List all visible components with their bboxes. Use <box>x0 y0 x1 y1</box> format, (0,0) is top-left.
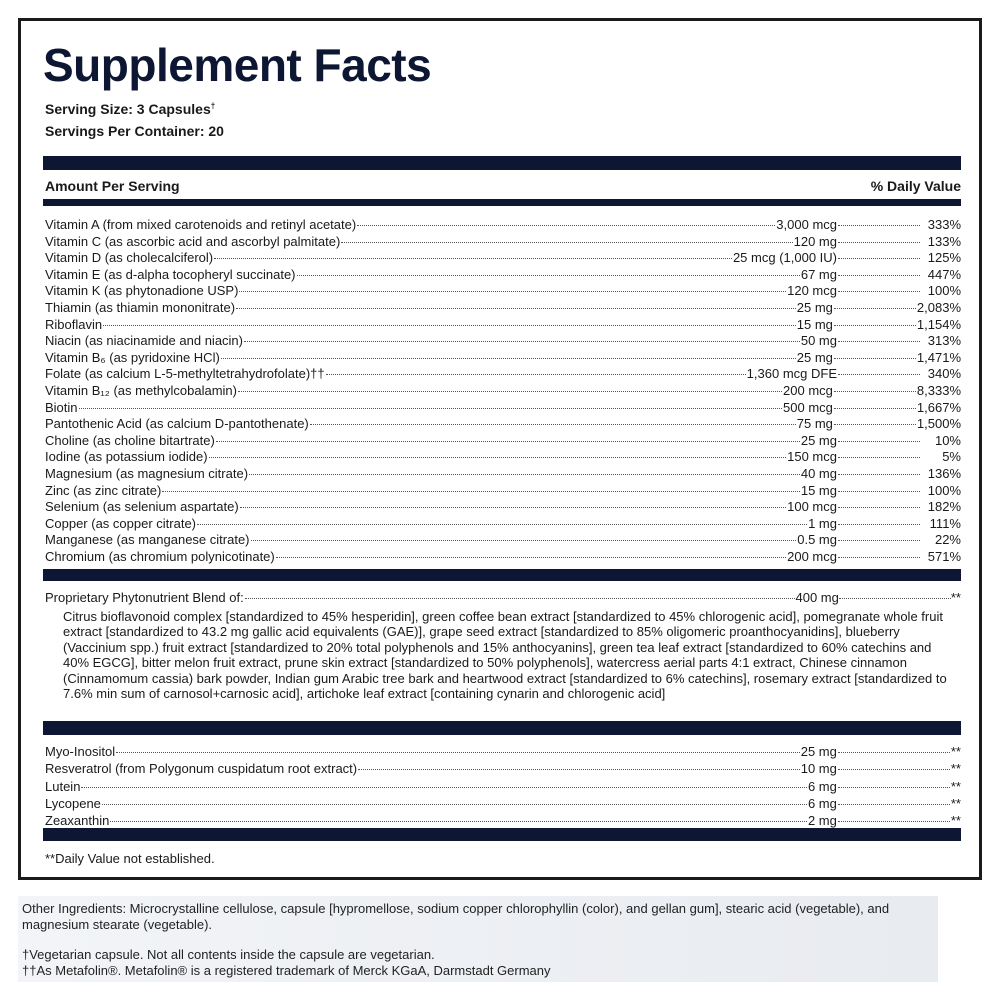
nutrient-name: Choline (as choline bitartrate) <box>45 432 215 448</box>
ingredient-daily-value: ** <box>950 744 961 759</box>
nutrient-row <box>45 350 961 367</box>
nutrient-amount: 25 mg <box>796 299 833 315</box>
nutrient-row <box>45 317 961 334</box>
nutrient-name: Vitamin C (as ascorbic acid and ascorbyl palmitate) <box>45 233 341 249</box>
nutrient-row <box>45 483 961 500</box>
nutrient-amount: 25 mg <box>800 432 837 448</box>
serving-size <box>45 100 215 118</box>
vegetarian-note: †Vegetarian capsule. Not all contents inside the capsule are vegetarian. <box>22 947 435 962</box>
nutrient-amount: 3,000 mcg <box>776 217 837 232</box>
nutrient-daily-value: 1,154% <box>916 316 961 332</box>
nutrient-daily-value: 333% <box>927 217 961 232</box>
leader-dots <box>326 374 746 375</box>
nutrient-daily-value: 10% <box>934 432 961 448</box>
leader-dots <box>214 258 732 259</box>
thick-divider <box>43 828 961 841</box>
nutrient-row <box>45 250 961 267</box>
supplement-facts-panel <box>18 18 982 880</box>
ingredient-name: Myo-Inositol <box>45 744 116 759</box>
thick-divider <box>43 569 961 581</box>
nutrient-daily-value: 182% <box>927 499 961 515</box>
leader-dots <box>834 325 916 326</box>
ingredient-name: Resveratrol (from Polygonum cuspidatum root extract) <box>45 761 358 777</box>
nutrient-daily-value: 447% <box>927 266 961 282</box>
leader-dots <box>834 391 916 392</box>
ingredient-daily-value: ** <box>950 813 961 829</box>
leader-dots <box>110 821 807 822</box>
nutrient-row <box>45 283 961 300</box>
nutrient-name: Vitamin A (from mixed carotenoids and retinyl acetate) <box>45 217 357 232</box>
ingredient-row <box>45 812 961 829</box>
leader-dots <box>838 787 950 788</box>
nutrient-row <box>45 466 961 483</box>
nutrient-name: Biotin <box>45 399 78 415</box>
nutrient-row <box>45 449 961 466</box>
leader-dots <box>838 242 920 243</box>
leader-dots <box>103 325 796 326</box>
nutrient-row <box>45 267 961 284</box>
servings-per-container: Servings Per Container: 20 <box>45 123 224 139</box>
nutrient-row <box>45 400 961 417</box>
leader-dots <box>838 275 920 276</box>
other-ingredients-box <box>18 896 938 982</box>
leader-dots <box>251 540 797 541</box>
leader-dots <box>297 275 800 276</box>
nutrient-daily-value: 1,500% <box>916 416 961 432</box>
nutrient-amount: 50 mg <box>800 333 837 349</box>
leader-dots <box>838 752 950 753</box>
leader-dots <box>838 341 920 342</box>
nutrient-amount: 67 mg <box>800 266 837 282</box>
ingredient-name: Zeaxanthin <box>45 813 110 829</box>
leader-dots <box>838 804 950 805</box>
ingredient-amount: 6 mg <box>807 795 837 811</box>
nutrient-amount: 120 mcg <box>787 283 837 299</box>
leader-dots <box>838 507 920 508</box>
metafolin-note: ††As Metafolin®. Metafolin® is a registered trademark of Merck KGaA, Darmstadt Germany <box>22 963 551 978</box>
nutrient-name: Pantothenic Acid (as calcium D-pantothenate) <box>45 416 309 432</box>
nutrient-name: Vitamin K (as phytonadione USP) <box>45 283 239 299</box>
nutrient-name: Copper (as copper citrate) <box>45 515 197 531</box>
nutrient-amount: 200 mcg <box>783 382 833 398</box>
leader-dots <box>357 225 775 226</box>
nutrient-row <box>45 234 961 251</box>
nutrient-row <box>45 217 961 234</box>
ingredient-name: Lutein <box>45 778 81 794</box>
leader-dots <box>838 524 920 525</box>
leader-dots <box>834 424 916 425</box>
ingredient-row <box>45 743 961 760</box>
leader-dots <box>838 540 920 541</box>
ingredient-amount: 10 mg <box>800 761 837 777</box>
leader-dots <box>838 291 920 292</box>
nutrient-row <box>45 499 961 516</box>
leader-dots <box>341 242 792 243</box>
leader-dots <box>245 598 795 599</box>
nutrient-row <box>45 300 961 317</box>
nutrient-daily-value: 1,471% <box>916 349 961 365</box>
daily-value-footnote: **Daily Value not established. <box>45 851 215 866</box>
leader-dots <box>221 358 796 359</box>
ingredient-row <box>45 760 961 777</box>
leader-dots <box>834 408 916 409</box>
nutrient-amount: 25 mg <box>796 349 833 365</box>
leader-dots <box>838 474 920 475</box>
nutrient-daily-value: 8,333% <box>916 382 961 398</box>
leader-dots <box>249 474 800 475</box>
blend-amount: 400 mg <box>795 590 839 605</box>
nutrient-amount: 75 mg <box>796 416 833 432</box>
leader-dots <box>81 787 807 788</box>
nutrient-amount: 100 mcg <box>787 499 837 515</box>
nutrient-daily-value: 111% <box>929 515 961 531</box>
nutrient-daily-value: 133% <box>927 233 961 249</box>
leader-dots <box>838 821 950 822</box>
nutrient-name: Chromium (as chromium polynicotinate) <box>45 548 275 564</box>
other-ingredient-list <box>45 743 961 829</box>
amount-header: Amount Per Serving <box>45 178 180 194</box>
nutrient-amount: 120 mg <box>793 233 837 249</box>
nutrient-row <box>45 549 961 566</box>
nutrient-amount: 150 mcg <box>787 449 837 465</box>
nutrient-name: Niacin (as niacinamide and niacin) <box>45 333 243 349</box>
leader-dots <box>162 491 800 492</box>
nutrient-name: Vitamin D (as cholecalciferol) <box>45 250 214 266</box>
nutrient-amount: 25 mcg (1,000 IU) <box>732 250 837 266</box>
leader-dots <box>834 308 916 309</box>
leader-dots <box>276 557 786 558</box>
nutrient-amount: 1 mg <box>808 515 837 531</box>
nutrient-row <box>45 383 961 400</box>
nutrient-daily-value: 22% <box>934 532 961 548</box>
panel-title: Supplement Facts <box>43 39 432 91</box>
nutrient-amount: 500 mcg <box>783 399 833 415</box>
nutrient-row <box>45 433 961 450</box>
nutrient-daily-value: 125% <box>927 250 961 266</box>
blend-dv: ** <box>950 590 961 605</box>
nutrient-name: Vitamin B₆ (as pyridoxine HCl) <box>45 349 220 365</box>
serving-size-mark: † <box>210 101 216 111</box>
blend-name: Proprietary Phytonutrient Blend of: <box>45 590 244 605</box>
leader-dots <box>838 769 950 770</box>
nutrient-amount: 15 mg <box>796 316 833 332</box>
proprietary-blend-row <box>45 590 961 605</box>
nutrient-name: Manganese (as manganese citrate) <box>45 532 250 548</box>
ingredient-daily-value: ** <box>950 778 961 794</box>
leader-dots <box>838 557 920 558</box>
nutrient-name: Zinc (as zinc citrate) <box>45 482 162 498</box>
leader-dots <box>838 225 920 226</box>
nutrient-daily-value: 2,083% <box>916 299 961 315</box>
leader-dots <box>116 752 800 753</box>
nutrient-daily-value: 100% <box>927 482 961 498</box>
leader-dots <box>839 598 951 599</box>
daily-value-header: % Daily Value <box>870 178 961 194</box>
leader-dots <box>838 491 920 492</box>
nutrient-name: Selenium (as selenium aspartate) <box>45 499 239 515</box>
nutrient-daily-value: 340% <box>927 366 961 382</box>
nutrient-name: Folate (as calcium L-5-methyltetrahydrofolate)†† <box>45 366 325 382</box>
nutrient-daily-value: 571% <box>927 548 961 564</box>
ingredient-amount: 25 mg <box>800 744 837 759</box>
blend-description: Citrus bioflavonoid complex [standardized to 45% hesperidin], green coffee bean extract [standardized to 45% chlorogenic acid], pomegranate whole fruit extract [standardized to 43.2 mg gallic acid equivalents (GAE)], grape seed extract [standardized to 85% oligomeric proanthocyanidins], blueberry (Vaccinium spp.) fruit extract [standardized to 20% total polyphenols and 15% anthocyanins], green tea leaf extract [standardized to 60% catechins and 40% EGCG], bitter melon fruit extract, prune skin extract [standardized to 50% polyphenols], watercress aerial parts 4:1 extract, Chinese cinnamon (Cinnamomum cassia) bark powder, Indian gum Arabic tree bark and heartwood extract [standardized to 6% catechins], rosemary extract [standardized to 7.6% min sum of carnosol+carnosic acid], artichoke leaf extract [containing cynarin and chlorogenic acid] <box>63 609 947 702</box>
nutrient-daily-value: 136% <box>927 465 961 481</box>
leader-dots <box>197 524 807 525</box>
leader-dots <box>834 358 916 359</box>
nutrient-name: Thiamin (as thiamin mononitrate) <box>45 299 236 315</box>
leader-dots <box>102 804 807 805</box>
nutrient-name: Magnesium (as magnesium citrate) <box>45 465 249 481</box>
ingredient-amount: 2 mg <box>807 813 837 829</box>
leader-dots <box>838 374 920 375</box>
nutrient-row <box>45 416 961 433</box>
leader-dots <box>240 507 786 508</box>
nutrient-list <box>45 217 961 565</box>
leader-dots <box>838 441 920 442</box>
nutrient-amount: 40 mg <box>800 465 837 481</box>
column-header <box>45 178 961 194</box>
nutrient-name: Vitamin E (as d-alpha tocopheryl succinate) <box>45 266 296 282</box>
thick-divider <box>43 156 961 170</box>
nutrient-row <box>45 532 961 549</box>
nutrient-name: Riboflavin <box>45 316 103 332</box>
leader-dots <box>239 291 786 292</box>
leader-dots <box>236 308 796 309</box>
nutrient-daily-value: 1,667% <box>916 399 961 415</box>
ingredient-row <box>45 795 961 812</box>
ingredient-amount: 6 mg <box>807 778 837 794</box>
nutrient-row <box>45 516 961 533</box>
leader-dots <box>209 457 787 458</box>
medium-divider <box>43 199 961 206</box>
nutrient-name: Vitamin B₁₂ (as methylcobalamin) <box>45 382 237 398</box>
leader-dots <box>310 424 796 425</box>
nutrient-amount: 200 mcg <box>787 548 837 564</box>
nutrient-amount: 0.5 mg <box>797 532 837 548</box>
thick-divider <box>43 721 961 735</box>
leader-dots <box>244 341 800 342</box>
ingredient-daily-value: ** <box>950 761 961 777</box>
leader-dots <box>358 769 800 770</box>
nutrient-daily-value: 313% <box>927 333 961 349</box>
nutrient-amount: 15 mg <box>800 482 837 498</box>
nutrient-amount: 1,360 mcg DFE <box>746 366 837 382</box>
leader-dots <box>838 258 920 259</box>
nutrient-daily-value: 100% <box>927 283 961 299</box>
other-ingredients: Other Ingredients: Microcrystalline cellulose, capsule [hypromellose, sodium copper chlorophyllin (color), and gellan gum], stearic acid (vegetable), and magnesium stearate (vegetable). <box>22 901 890 932</box>
nutrient-row <box>45 366 961 383</box>
ingredient-daily-value: ** <box>950 795 961 811</box>
nutrient-name: Iodine (as potassium iodide) <box>45 449 208 465</box>
ingredient-row <box>45 778 961 795</box>
leader-dots <box>79 408 783 409</box>
serving-size-text: Serving Size: 3 Capsules <box>45 101 211 117</box>
leader-dots <box>238 391 782 392</box>
nutrient-daily-value: 5% <box>942 449 961 465</box>
leader-dots <box>838 457 920 458</box>
ingredient-name: Lycopene <box>45 795 101 811</box>
leader-dots <box>216 441 800 442</box>
nutrient-row <box>45 333 961 350</box>
